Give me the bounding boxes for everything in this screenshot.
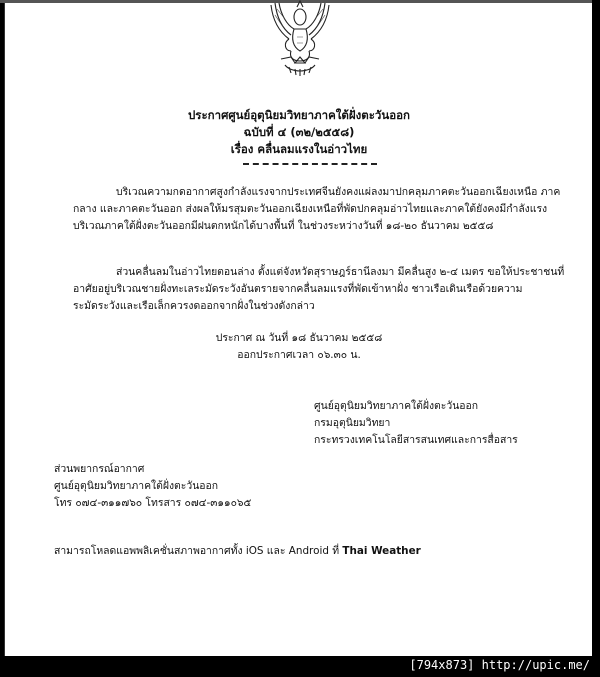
paragraph-1-line: บริเวณความกดอากาศสูงกำลังแรงจากประเทศจีนยังคงแผ่ลงมาปกคลุมภาคตะวันออกเฉียงเหนือ ภาค [116,186,561,198]
issue-number: ฉบับที่ ๔ (๓๒/๒๕๕๘) [243,125,355,139]
garuda-emblem-icon [267,0,333,79]
app-note-text: สามารถโหลดแอพพลิเคชั่นสภาพอากาศทั้ง iOS และ Android ที่ [54,545,343,557]
paragraph-2 [73,264,565,315]
announcement-date: ประกาศ ณ วันที่ ๑๘ ธันวาคม ๒๕๕๘ [215,332,383,344]
paragraph-1 [73,184,561,235]
signature-line: กระทรวงเทคโนโลยีสารสนเทศและการสื่อสาร [314,434,518,446]
announcement-title: ประกาศศูนย์อุตุนิยมวิทยาภาคใต้ฝั่งตะวันออก [188,108,410,122]
contact-line: ส่วนพยากรณ์อากาศ [54,463,145,475]
paragraph-2-line: อาศัยอยู่บริเวณชายฝั่งทะเลระมัดระวังอันตรายจากคลื่นลมแรงที่พัดเข้าหาฝั่ง ชาวเรือเดินเรือด้วยความ [73,283,523,295]
paragraph-1-line: กลาง และภาคตะวันออก ส่งผลให้มรสุมตะวันออกเฉียงเหนือที่พัดปกคลุมอ่าวไทยและภาคใต้ยังคงมีกำลังแรง [73,203,548,215]
footer-bar [0,656,600,677]
subject: เรื่อง คลื่นลมแรงในอ่าวไทย [230,142,368,156]
contact-block [54,461,251,512]
right-border [592,0,600,677]
paragraph-2-line: ส่วนคลื่นลมในอ่าวไทยตอนล่าง ตั้งแต่จังหวัดสุราษฎร์ธานีลงมา มีคลื่นสูง ๒-๔ เมตร ขอให้ประชาชนที่ [116,266,565,278]
signature-block [314,398,518,449]
contact-line: โทร ๐๗๔-๓๑๑๗๖๐ โทรสาร ๐๗๔-๓๑๑๐๖๕ [54,497,252,509]
signature-line: ศูนย์อุตุนิยมวิทยาภาคใต้ฝั่งตะวันออก [314,400,479,412]
signature-line: กรมอุตุนิยมวิทยา [314,417,391,429]
paragraph-1-line: บริเวณภาคใต้ฝั่งตะวันออกมีฝนตกหนักได้บางพื้นที่ ในช่วงระหว่างวันที่ ๑๘-๒๐ ธันวาคม ๒๕๕๘ [73,220,494,232]
app-name: Thai Weather [342,545,421,557]
dashed-separator [243,163,377,165]
watermark: [794x873] http://upic.me/ [409,658,590,672]
app-note [54,542,421,559]
document-page [4,3,593,656]
contact-line: ศูนย์อุตุนิยมวิทยาภาคใต้ฝั่งตะวันออก [54,480,219,492]
paragraph-2-line: ระมัดระวังและเรือเล็กควรงดออกจากฝั่งในช่วงดังกล่าว [73,300,315,312]
announcement-time: ออกประกาศเวลา ๐๖.๓๐ น. [237,349,361,361]
